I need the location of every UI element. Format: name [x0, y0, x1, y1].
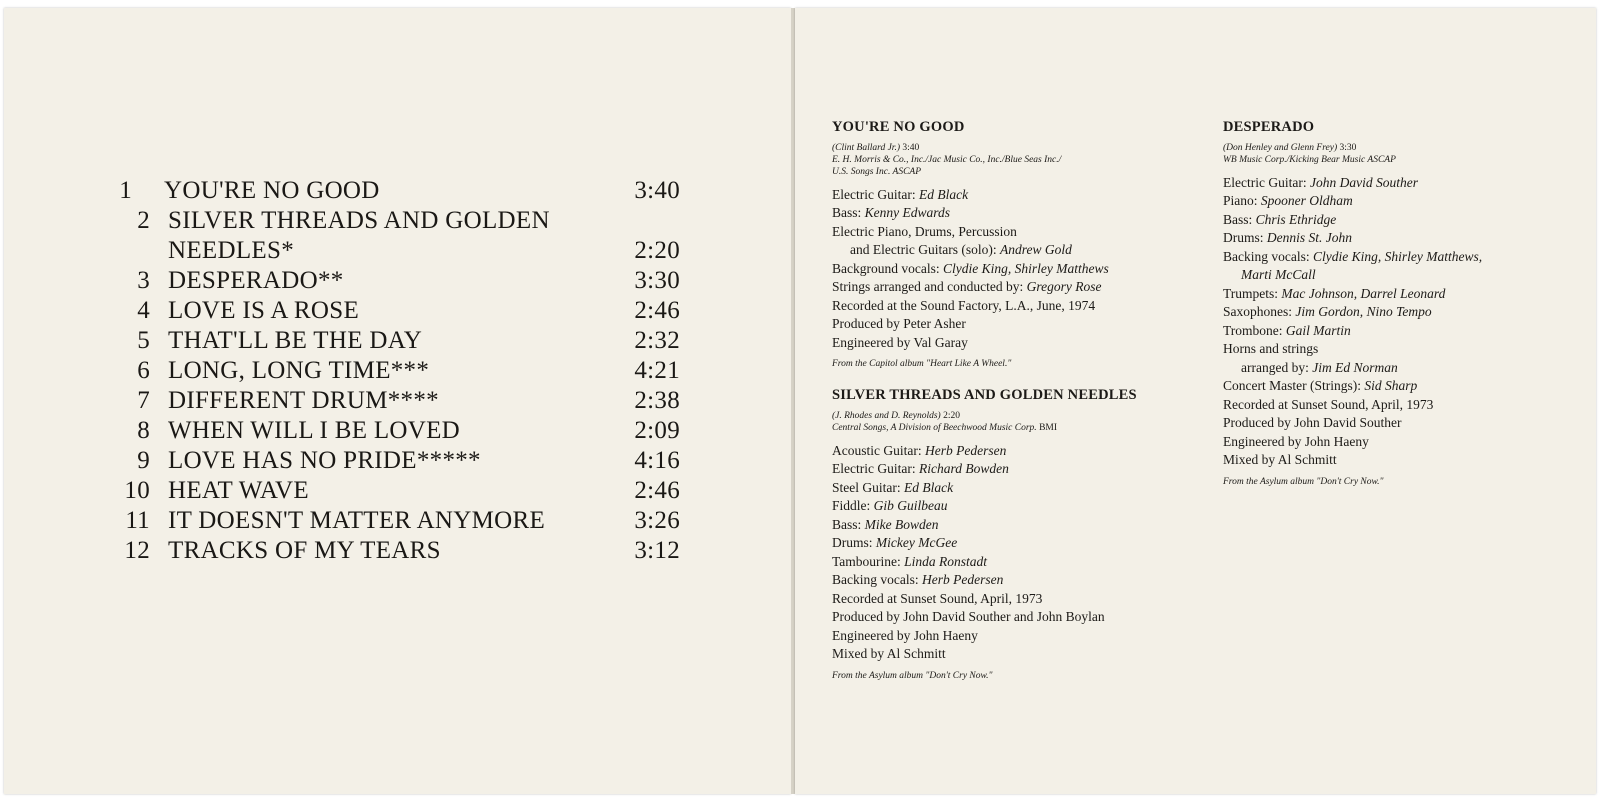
- track-title: LOVE IS A ROSE: [168, 297, 360, 324]
- credit-line: [1223, 211, 1563, 230]
- track-row: [110, 356, 680, 386]
- song-publisher: E. H. Morris & Co., Inc./Jac Music Co., Inc./Blue Seas Inc./: [832, 154, 1062, 165]
- credit-line: [1223, 359, 1563, 378]
- credit-role: Steel Guitar:: [832, 479, 904, 495]
- credit-role: Electric Guitar:: [1223, 174, 1310, 190]
- credit-role: Mixed by Al Schmitt: [832, 646, 946, 661]
- credit-name: Ed Black: [903, 479, 954, 495]
- song-publisher: Central Songs, A Division of Beechwood Music Corp.: [832, 422, 1037, 433]
- track-time: 4:16: [634, 447, 680, 474]
- credit-name: Herb Pedersen: [921, 572, 1004, 587]
- credit-name: Kenny Edwards: [864, 205, 951, 220]
- song-publisher: U.S. Songs Inc. ASCAP: [832, 166, 922, 177]
- credit-line: [1223, 414, 1563, 433]
- credit-role: arranged by:: [1241, 359, 1313, 375]
- track-row: [110, 266, 680, 296]
- track-title: DESPERADO**: [168, 267, 344, 294]
- credit-line: [1223, 229, 1563, 248]
- track-time: 4:21: [634, 357, 680, 384]
- credit-role: Mixed by Al Schmitt: [1223, 452, 1337, 467]
- track-title: WHEN WILL I BE LOVED: [168, 417, 461, 444]
- song-duration: 3:30: [1339, 142, 1357, 153]
- song-title: YOU'RE NO GOOD: [832, 119, 965, 135]
- credit-line: [1223, 433, 1563, 452]
- track-title: HEAT WAVE: [168, 477, 309, 504]
- credit-role: Trumpets:: [1223, 285, 1282, 301]
- song-title: SILVER THREADS AND GOLDEN NEEDLES: [832, 387, 1137, 403]
- track-title: THAT'LL BE THE DAY: [168, 327, 423, 354]
- credit-name: Spooner Oldham: [1260, 193, 1353, 208]
- source-album-note: From the Asylum album "Don't Cry Now.": [832, 670, 993, 681]
- credit-role: Electric Guitar:: [832, 461, 919, 476]
- song-block-silver-threads: [832, 386, 1172, 682]
- credit-line: [832, 627, 1172, 646]
- credit-name: Marti McCall: [1241, 267, 1316, 282]
- credit-name: Clydie King, Shirley Matthews: [942, 260, 1109, 276]
- credit-line: [1223, 192, 1563, 211]
- credit-role: Tambourine:: [832, 553, 905, 569]
- credit-line: [832, 241, 1172, 260]
- credit-name: Mac Johnson, Darrel Leonard: [1281, 285, 1446, 301]
- credit-role: Saxophones:: [1223, 304, 1296, 319]
- track-row: [110, 176, 680, 206]
- credit-name: Jim Gordon, Nino Tempo: [1295, 304, 1432, 319]
- credit-line: [832, 204, 1172, 223]
- credit-line: [1223, 174, 1563, 193]
- track-time: 3:26: [634, 507, 680, 534]
- track-row: [110, 476, 680, 506]
- credit-line: [832, 223, 1172, 242]
- credit-name: Gail Martin: [1285, 322, 1351, 338]
- credit-name: Andrew Gold: [999, 242, 1072, 257]
- track-row: [110, 446, 680, 476]
- credit-role: Drums:: [832, 535, 876, 550]
- credit-name: Sid Sharp: [1364, 378, 1418, 393]
- credit-line: [832, 534, 1172, 553]
- credit-name: Richard Bowden: [918, 461, 1009, 476]
- song-writer: (Clint Ballard Jr.): [832, 142, 900, 153]
- track-title: LOVE HAS NO PRIDE*****: [168, 447, 481, 474]
- credit-name: Chris Ethridge: [1255, 211, 1337, 227]
- track-row: [110, 506, 680, 536]
- credits-list: [832, 442, 1172, 664]
- credit-line: [1223, 303, 1563, 322]
- track-number: 1: [119, 177, 132, 204]
- track-number: 4: [137, 297, 150, 324]
- song-writer-line: [832, 410, 1172, 422]
- credit-role: Backing vocals:: [1223, 248, 1313, 264]
- credit-line: [1223, 377, 1563, 396]
- credit-role: and Electric Guitars (solo):: [850, 242, 1000, 257]
- credit-role: Recorded at Sunset Sound, April, 1973: [1223, 396, 1434, 412]
- track-time: 3:30: [634, 267, 680, 294]
- credit-role: Piano:: [1223, 193, 1261, 208]
- source-album-note: From the Asylum album "Don't Cry Now.": [1223, 476, 1384, 487]
- credit-role: Engineered by John Haeny: [832, 627, 978, 643]
- song-license: BMI: [1039, 422, 1058, 433]
- credit-role: Produced by Peter Asher: [832, 316, 966, 331]
- credit-role: Concert Master (Strings):: [1223, 378, 1365, 393]
- credit-line: [832, 278, 1172, 297]
- track-number: 8: [137, 417, 150, 444]
- credit-line: [832, 497, 1172, 516]
- credit-role: Backing vocals:: [832, 572, 922, 587]
- song-block-desperado: [1223, 118, 1563, 488]
- credit-line: [832, 516, 1172, 535]
- credit-name: Linda Ronstadt: [904, 553, 988, 569]
- track-row: [110, 416, 680, 446]
- credit-role: Bass:: [1223, 211, 1256, 227]
- credit-name: Mike Bowden: [864, 516, 939, 532]
- song-writer-line: [1223, 142, 1563, 154]
- track-time: 3:12: [634, 537, 680, 564]
- credits-list: [1223, 174, 1563, 470]
- song-writer: (J. Rhodes and D. Reynolds): [832, 410, 941, 421]
- track-title: TRACKS OF MY TEARS: [168, 537, 441, 564]
- credit-role: Produced by John David Souther and John Boylan: [832, 609, 1105, 624]
- track-row: [110, 326, 680, 356]
- track-number: 2: [137, 207, 150, 234]
- credit-line: [832, 571, 1172, 590]
- credit-role: Engineered by John Haeny: [1223, 433, 1369, 449]
- credit-line: [1223, 340, 1563, 359]
- credit-role: Produced by John David Souther: [1223, 415, 1402, 430]
- credit-role: Recorded at the Sound Factory, L.A., June, 1974: [832, 297, 1096, 313]
- song-duration: 3:40: [902, 142, 920, 153]
- track-number: 3: [137, 267, 150, 294]
- track-number: 6: [137, 357, 150, 384]
- credit-role: Acoustic Guitar:: [832, 442, 925, 458]
- track-title-continued: NEEDLES*: [168, 237, 294, 264]
- track-row: [110, 386, 680, 416]
- track-title: LONG, LONG TIME***: [168, 357, 430, 384]
- track-time: 3:40: [634, 177, 680, 204]
- credit-line: [1223, 322, 1563, 341]
- song-publisher-line: [832, 422, 1172, 434]
- credit-line: [832, 186, 1172, 205]
- credit-line: [1223, 266, 1563, 285]
- track-time: 2:20: [634, 237, 680, 264]
- credit-name: Gib Guilbeau: [873, 498, 948, 513]
- track-time: 2:46: [634, 297, 680, 324]
- track-number: 7: [137, 387, 150, 414]
- track-number: 9: [137, 447, 150, 474]
- track-row: [110, 296, 680, 326]
- track-number: 10: [124, 477, 150, 504]
- track-time: 2:38: [634, 387, 680, 414]
- credit-role: Electric Piano, Drums, Percussion: [832, 223, 1017, 239]
- track-row: [110, 536, 680, 566]
- credit-line: [832, 260, 1172, 279]
- song-duration: 2:20: [943, 410, 960, 421]
- track-number: 5: [137, 327, 150, 354]
- credit-line: [832, 553, 1172, 572]
- track-title: YOU'RE NO GOOD: [164, 177, 380, 204]
- credit-line: [1223, 285, 1563, 304]
- credit-name: Mickey McGee: [875, 535, 958, 550]
- track-row: [110, 206, 680, 266]
- credit-line: [1223, 248, 1563, 267]
- credit-line: [832, 460, 1172, 479]
- credit-name: Herb Pedersen: [924, 442, 1007, 458]
- song-block-youre-no-good: [832, 118, 1172, 370]
- credit-role: Trombone:: [1223, 322, 1286, 338]
- track-time: 2:46: [634, 477, 680, 504]
- track-number: 11: [125, 507, 150, 534]
- credit-line: [832, 442, 1172, 461]
- credit-line: [832, 645, 1172, 664]
- credit-role: Electric Guitar:: [832, 186, 919, 202]
- credit-role: Drums:: [1223, 230, 1267, 245]
- credits-list: [832, 186, 1172, 353]
- credit-name: Ed Black: [918, 186, 969, 202]
- credit-role: Background vocals:: [832, 260, 943, 276]
- credit-line: [832, 315, 1172, 334]
- song-writer-line: [832, 142, 1172, 154]
- track-time: 2:32: [634, 327, 680, 354]
- credit-name: Clydie King, Shirley Matthews,: [1312, 248, 1483, 264]
- track-time: 2:09: [634, 417, 680, 444]
- credit-role: Bass:: [832, 205, 865, 220]
- credit-line: [832, 297, 1172, 316]
- credit-name: John David Souther: [1309, 174, 1418, 190]
- credit-name: Jim Ed Norman: [1312, 359, 1398, 375]
- credit-name: Gregory Rose: [1026, 279, 1102, 294]
- credit-line: [1223, 451, 1563, 470]
- credit-role: Bass:: [832, 516, 865, 532]
- credit-role: Fiddle:: [832, 498, 874, 513]
- credit-line: [1223, 396, 1563, 415]
- credit-line: [832, 479, 1172, 498]
- song-publisher: WB Music Corp./Kicking Bear Music ASCAP: [1223, 154, 1396, 165]
- credit-line: [832, 590, 1172, 609]
- song-title: DESPERADO: [1223, 119, 1315, 135]
- credits-column-1: [832, 118, 1172, 682]
- source-album-note: From the Capitol album "Heart Like A Wheel.": [832, 359, 1012, 369]
- track-number: 12: [124, 537, 150, 564]
- credits-column-2: [1223, 118, 1563, 488]
- credit-line: [832, 608, 1172, 627]
- credit-line: [832, 334, 1172, 353]
- song-writer: (Don Henley and Glenn Frey): [1223, 142, 1338, 153]
- credit-role: Horns and strings: [1223, 341, 1319, 356]
- credit-name: Dennis St. John: [1266, 230, 1352, 245]
- credit-role: Recorded at Sunset Sound, April, 1973: [832, 590, 1043, 606]
- track-title: IT DOESN'T MATTER ANYMORE: [168, 507, 546, 534]
- track-title: DIFFERENT DRUM****: [168, 387, 439, 414]
- credit-role: Strings arranged and conducted by:: [832, 279, 1027, 294]
- credit-role: Engineered by Val Garay: [832, 334, 968, 350]
- track-title: SILVER THREADS AND GOLDEN: [168, 207, 550, 234]
